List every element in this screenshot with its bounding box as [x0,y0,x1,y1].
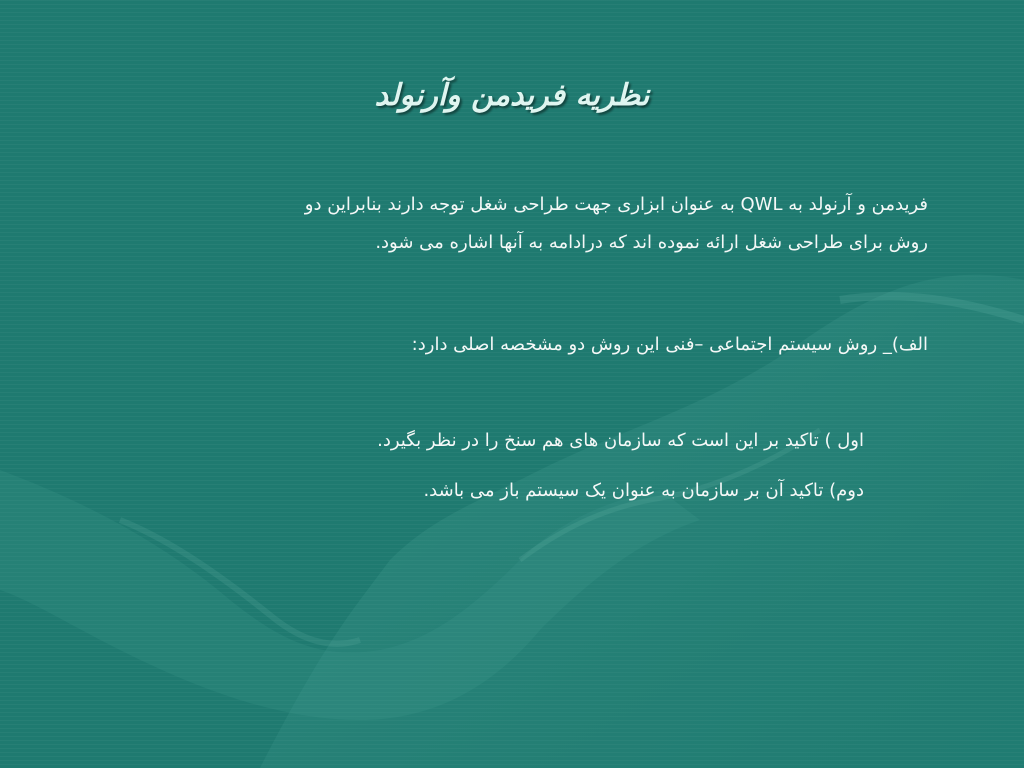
intro-line-2: روش برای طراحی شغل ارائه نموده اند که درادامه به آنها اشاره می شود. [375,232,928,253]
intro-paragraph [98,186,928,262]
slide-title: نظریه فریدمن وآرنولد [374,78,650,113]
point-first: اول ) تاکید بر این است که سازمان های هم سنخ را در نظر بگیرد. [377,430,864,451]
point-second: دوم) تاکید آن بر سازمان به عنوان یک سیستم باز می باشد. [423,480,864,501]
points-list [104,422,864,522]
intro-line-1: فریدمن و آرنولد به QWL به عنوان ابزاری جهت طراحی شغل توجه دارند بنابراین دو [304,194,928,215]
section-alef-heading: الف)_ روش سیستم اجتماعی –فنی این روش دو مشخصه اصلی دارد: [411,334,928,355]
